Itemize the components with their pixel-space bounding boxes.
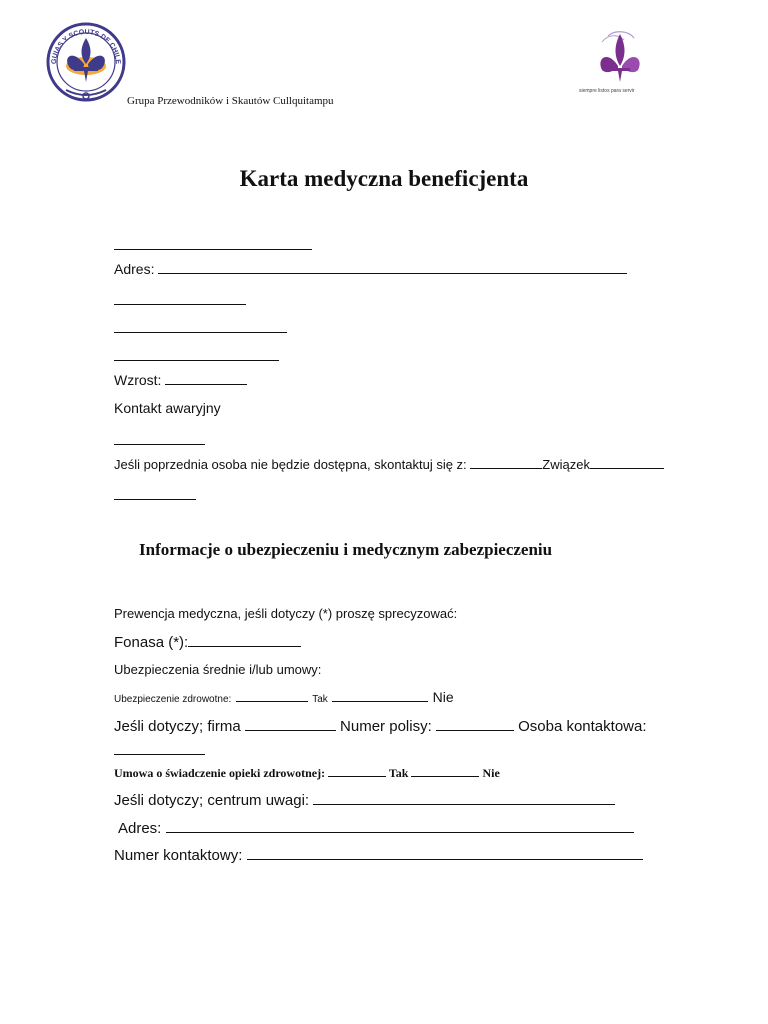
health-insurance-yes: Tak — [312, 694, 328, 705]
emergency-contact-label: Kontakt awaryjny — [114, 400, 221, 416]
contact-number-label: Numer kontaktowy: — [114, 847, 243, 864]
policy-label: Numer polisy: — [340, 718, 432, 735]
name-field[interactable] — [114, 237, 312, 255]
relation-field-continued[interactable] — [114, 487, 196, 505]
care-address-row — [118, 820, 634, 837]
health-insurance-no-field[interactable] — [332, 689, 428, 702]
care-center-label: Jeśli dotyczy; centrum uwagi: — [114, 792, 310, 809]
prevention-text: Prewencja medyczna, jeśli dotyczy (*) proszę sprecyzować: — [114, 606, 458, 621]
address-label: Adres: — [114, 261, 155, 277]
care-contract-label: Umowa o świadczenie opieki zdrowotnej: — [114, 766, 326, 780]
health-insurance-row — [114, 689, 454, 707]
health-insurance-label: Ubezpieczenie zdrowotne: — [114, 694, 232, 705]
health-insurance-yes-field[interactable] — [236, 689, 308, 702]
relation-field[interactable] — [590, 456, 664, 469]
care-contract-yes: Tak — [388, 766, 409, 780]
care-address-label: Adres: — [118, 820, 162, 837]
care-contract-row — [114, 764, 500, 781]
logo-tagline: siempre listos para servir — [579, 88, 635, 94]
address-row — [114, 261, 627, 277]
organization-name: Grupa Przewodników i Skautów Cullquitampu — [127, 95, 334, 107]
emergency-contact-field[interactable] — [114, 432, 205, 450]
blank-field-1[interactable] — [114, 292, 246, 310]
alt-contact-field[interactable] — [470, 456, 542, 469]
contact-person-field[interactable] — [114, 742, 205, 760]
svg-text:GUIAS Y SCOUTS DE CHILE: GUIAS Y SCOUTS DE CHILE — [50, 28, 122, 65]
contact-number-row — [114, 847, 643, 864]
care-address-field[interactable] — [166, 820, 634, 833]
contact-number-field[interactable] — [247, 847, 643, 860]
blank-field-3[interactable] — [114, 348, 279, 366]
care-contract-no: Nie — [482, 766, 500, 780]
company-field[interactable] — [245, 718, 336, 731]
company-row — [114, 718, 647, 735]
company-label: Jeśli dotyczy; firma — [114, 718, 241, 735]
care-contract-yes-field[interactable] — [328, 764, 386, 777]
health-insurance-no: Nie — [432, 689, 454, 705]
fonasa-label: Fonasa (*): — [114, 634, 189, 651]
care-center-row — [114, 792, 615, 809]
page-title: Karta medyczna beneficjenta — [239, 166, 529, 191]
height-field[interactable] — [165, 372, 247, 385]
height-row — [114, 372, 247, 388]
address-field[interactable] — [158, 261, 627, 274]
fonasa-field[interactable] — [188, 634, 301, 647]
relation-label: Związek — [542, 457, 590, 472]
care-center-field[interactable] — [313, 792, 615, 805]
height-label: Wzrost: — [114, 372, 162, 388]
alt-contact-row — [114, 456, 664, 472]
guias-scouts-chile-logo — [44, 20, 128, 106]
care-contract-no-field[interactable] — [411, 764, 479, 777]
alt-contact-text: Jeśli poprzednia osoba nie będzie dostępna, skontaktuj się z: — [114, 457, 467, 472]
insurance-section-title: Informacje o ubezpieczeniu i medycznym zabezpieczeniu — [139, 540, 553, 559]
fonasa-row — [114, 634, 301, 651]
blank-field-2[interactable] — [114, 320, 287, 338]
contact-person-label: Osoba kontaktowa: — [518, 718, 647, 735]
policy-field[interactable] — [436, 718, 514, 731]
middle-insurance-text: Ubezpieczenia średnie i/lub umowy: — [114, 662, 322, 677]
